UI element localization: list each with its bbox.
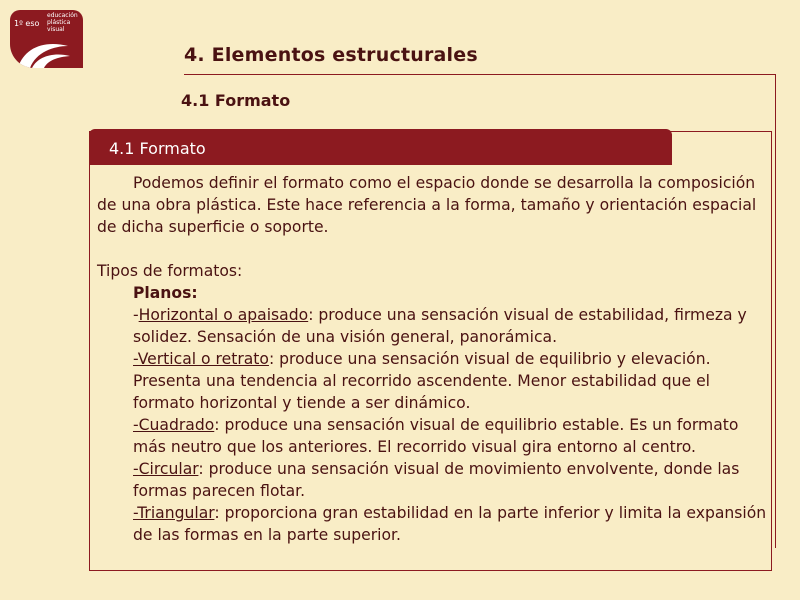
format-name: -Circular: [133, 460, 199, 478]
title-divider: [184, 74, 776, 75]
planos-label: Planos:: [133, 284, 198, 302]
panel-header: 4.1 Formato: [89, 129, 672, 165]
section-heading: 4.1 Formato: [181, 91, 291, 110]
logo-course-label: 1º eso: [14, 19, 40, 28]
format-item-vertical: [97, 348, 767, 414]
format-name: -Cuadrado: [133, 416, 215, 434]
format-description: : produce una sensación visual de movimiento envolvente, donde las formas parecen flotar.: [133, 460, 740, 500]
format-name: -Vertical o retrato: [133, 350, 269, 368]
logo-subject-label: [47, 12, 78, 33]
logo-subject-line: visual: [47, 26, 65, 33]
format-prefix: -: [133, 306, 139, 324]
types-label: Tipos de formatos:: [97, 262, 243, 280]
panel-content: [97, 172, 767, 546]
course-logo: [10, 10, 83, 68]
intro-paragraph: Podemos definir el formato como el espacio donde se desarrolla la composición de una obra plástica. Este hace referencia a la forma, tamaño y orientación espacial de dicha superficie o soporte.: [97, 174, 757, 236]
format-item-horizontal: [97, 304, 767, 348]
format-item-circular: [97, 458, 767, 502]
format-description: : produce una sensación visual de estabilidad, firmeza y solidez. Sensación de una visión general, panorámica.: [133, 306, 747, 346]
format-description: : produce una sensación visual de equilibrio y elevación. Presenta una tendencia al recorrido ascendente. Menor estabilidad que el formato horizontal y tiende a ser dinámico.: [133, 350, 711, 412]
logo-subject-line: educación: [47, 12, 78, 19]
format-name: -Triangular: [133, 504, 215, 522]
format-name: Horizontal o apaisado: [138, 306, 309, 324]
format-description: : produce una sensación visual de equilibrio estable. Es un formato más neutro que los anteriores. El recorrido visual gira entorno al centro.: [133, 416, 739, 456]
right-divider: [775, 74, 776, 548]
format-description: : proporciona gran estabilidad en la parte inferior y limita la expansión de las formas en la parte superior.: [133, 504, 767, 544]
logo-subject-line: plástica: [47, 19, 71, 26]
format-item-triangular: [97, 502, 767, 546]
page-title: 4. Elementos estructurales: [184, 44, 478, 66]
format-item-square: [97, 414, 767, 458]
